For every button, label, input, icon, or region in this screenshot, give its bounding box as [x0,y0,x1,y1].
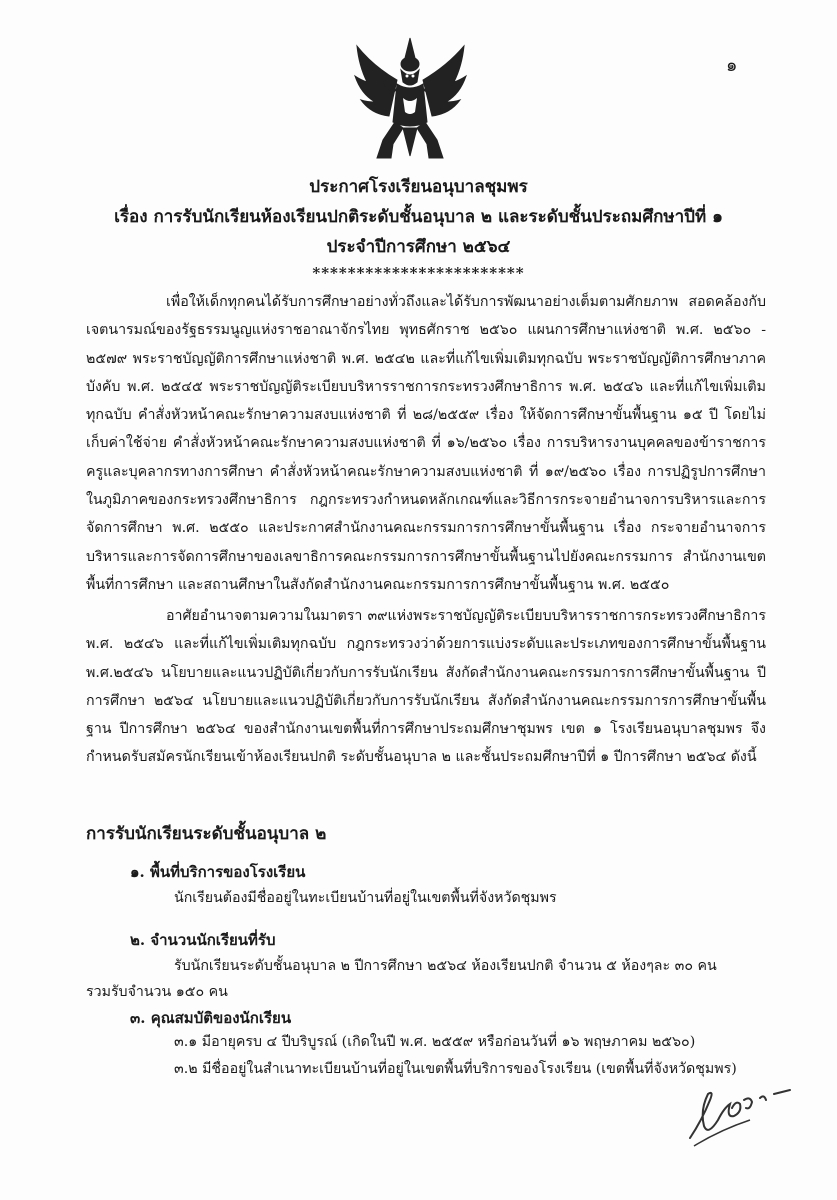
item-heading-qualifications: ๓. คุณสมบัติของนักเรียน [130,1009,292,1027]
item-heading-service-area: ๑. พื้นที่บริการของโรงเรียน [130,863,306,881]
item-text-qualification-age: ๓.๑ มีอายุครบ ๔ ปีบริบูรณ์ (เกิดในปี พ.ศ. ๒๕๕๙ หรือก่อนวันที่ ๑๖ พฤษภาคม ๒๕๖๐) [174,1034,696,1050]
item-text-service-area: นักเรียนต้องมีชื่ออยู่ในทะเบียนบ้านที่อยู่ในเขตพื้นที่จังหวัดชุมพร [174,890,557,906]
paragraph-legal-basis: เพื่อให้เด็กทุกคนได้รับการศึกษาอย่างทั่วถึงและได้รับการพัฒนาอย่างเต็มตามศักยภาพ สอดคล้องกับเจตนารมณ์ของรัฐธรรมนูญแห่งราชอาณาจักรไทย พุทธศักราช ๒๕๖๐ แผนการศึกษาแห่งชาติ พ.ศ. ๒๕๖๐ - ๒๕๗๙ พระราชบัญญัติการศึกษาแห่งชาติ พ.ศ. ๒๕๔๒ และที่แก้ไขเพิ่มเติมทุกฉบับ พระราชบัญญัติการศึกษาภาคบังคับ พ.ศ. ๒๕๔๕ พระราชบัญญัติระเบียบบริหารราชการกระทรวงศึกษาธิการ พ.ศ. ๒๕๔๖ และที่แก้ไขเพิ่มเติมทุกฉบับ คำสั่งหัวหน้าคณะรักษาความสงบแห่งชาติ ที่ ๒๘/๒๕๕๙ เรื่อง ให้จัดการศึกษาขั้นพื้นฐาน ๑๕ ปี โดยไม่เก็บค่าใช้จ่าย คำสั่งหัวหน้าคณะรักษาความสงบแห่งชาติ ที่ ๑๖/๒๕๖๐ เรื่อง การบริหารงานบุคคลของข้าราชการครูและบุคลากรทางการศึกษา คำสั่งหัวหน้าคณะรักษาความสงบแห่งชาติ ที่ ๑๙/๒๕๖๐ เรื่อง การปฏิรูปการศึกษาในภูมิภาคของกระทรวงศึกษาธิการ กฎกระทรวงกำหนดหลักเกณฑ์และวิธีการกระจายอำนาจการบริหารและการจัดการศึกษา พ.ศ. ๒๕๕๐ และประกาศสำนักงานคณะกรรมการการศึกษาขั้นพื้นฐาน เรื่อง กระจายอำนาจการบริหารและการจัดการศึกษาของเลขาธิการคณะกรรมการการศึกษาขั้นพื้นฐานไปยังคณะกรรมการ สำนักงานเขตพื้นที่การศึกษา และสถานศึกษาในสังกัดสำนักงานคณะกรรมการการศึกษาขั้นพื้นฐาน พ.ศ. ๒๕๕๐ [86,294,766,593]
header-title: ประกาศโรงเรียนอนุบาลชุมพร [309,177,528,197]
header-year: ประจำปีการศึกษา ๒๕๖๔ [326,237,511,257]
paragraph-authority: อาศัยอำนาจตามความในมาตรา ๓๙แห่งพระราชบัญญัติระเบียบบริหารราชการกระทรวงศึกษาธิการ พ.ศ. ๒๕๔๖ และที่แก้ไขเพิ่มเติมทุกฉบับ กฎกระทรวงว่าด้วยการแบ่งระดับและประเภทของการศึกษาขั้นพื้นฐาน พ.ศ.๒๕๔๖ นโยบายและแนวปฏิบัติเกี่ยวกับการรับนักเรียน สังกัดสำนักงานคณะกรรมการการศึกษาขั้นพื้นฐาน ปีการศึกษา ๒๕๖๔ นโยบายและแนวปฏิบัติเกี่ยวกับการรับนักเรียน สังกัดสำนักงานคณะกรรมการการศึกษาขั้นพื้นฐาน ปีการศึกษา ๒๕๖๔ ของสำนักงานเขตพื้นที่การศึกษาประถมศึกษาชุมพร เขต ๑ โรงเรียนอนุบาลชุมพร จึงกำหนดรับสมัครนักเรียนเข้าห้องเรียนปกติ ระดับชั้นอนุบาล ๒ และชั้นประถมศึกษาปีที่ ๑ ปีการศึกษา ๒๕๖๔ ดังนี้ [86,608,766,766]
handwritten-signature [680,1060,810,1150]
item-text-student-count: รับนักเรียนระดับชั้นอนุบาล ๒ ปีการศึกษา ๒๕๖๔ ห้องเรียนปกติ จำนวน ๕ ห้องๆละ ๓๐ คน [174,958,717,974]
section-title: การรับนักเรียนระดับชั้นอนุบาล ๒ [86,824,327,844]
item-text-qualification-residence: ๓.๒ มีชื่ออยู่ในสำเนาทะเบียนบ้านที่อยู่ในเขตพื้นที่บริการของโรงเรียน (เขตพื้นที่จังหวัดชุมพร) [174,1061,737,1077]
page-number: ๑ [726,55,738,76]
item-heading-student-count: ๒. จำนวนนักเรียนที่รับ [130,931,276,949]
header-subject: เรื่อง การรับนักเรียนห้องเรียนปกติระดับชั้นอนุบาล ๒ และระดับชั้นประถมศึกษาปีที่ ๑ [114,207,723,227]
announcement-header [60,172,777,284]
garuda-emblem-icon [353,36,468,162]
item-text-student-total: รวมรับจำนวน ๑๕๐ คน [86,984,228,1000]
header-divider: ************************ [312,264,525,282]
